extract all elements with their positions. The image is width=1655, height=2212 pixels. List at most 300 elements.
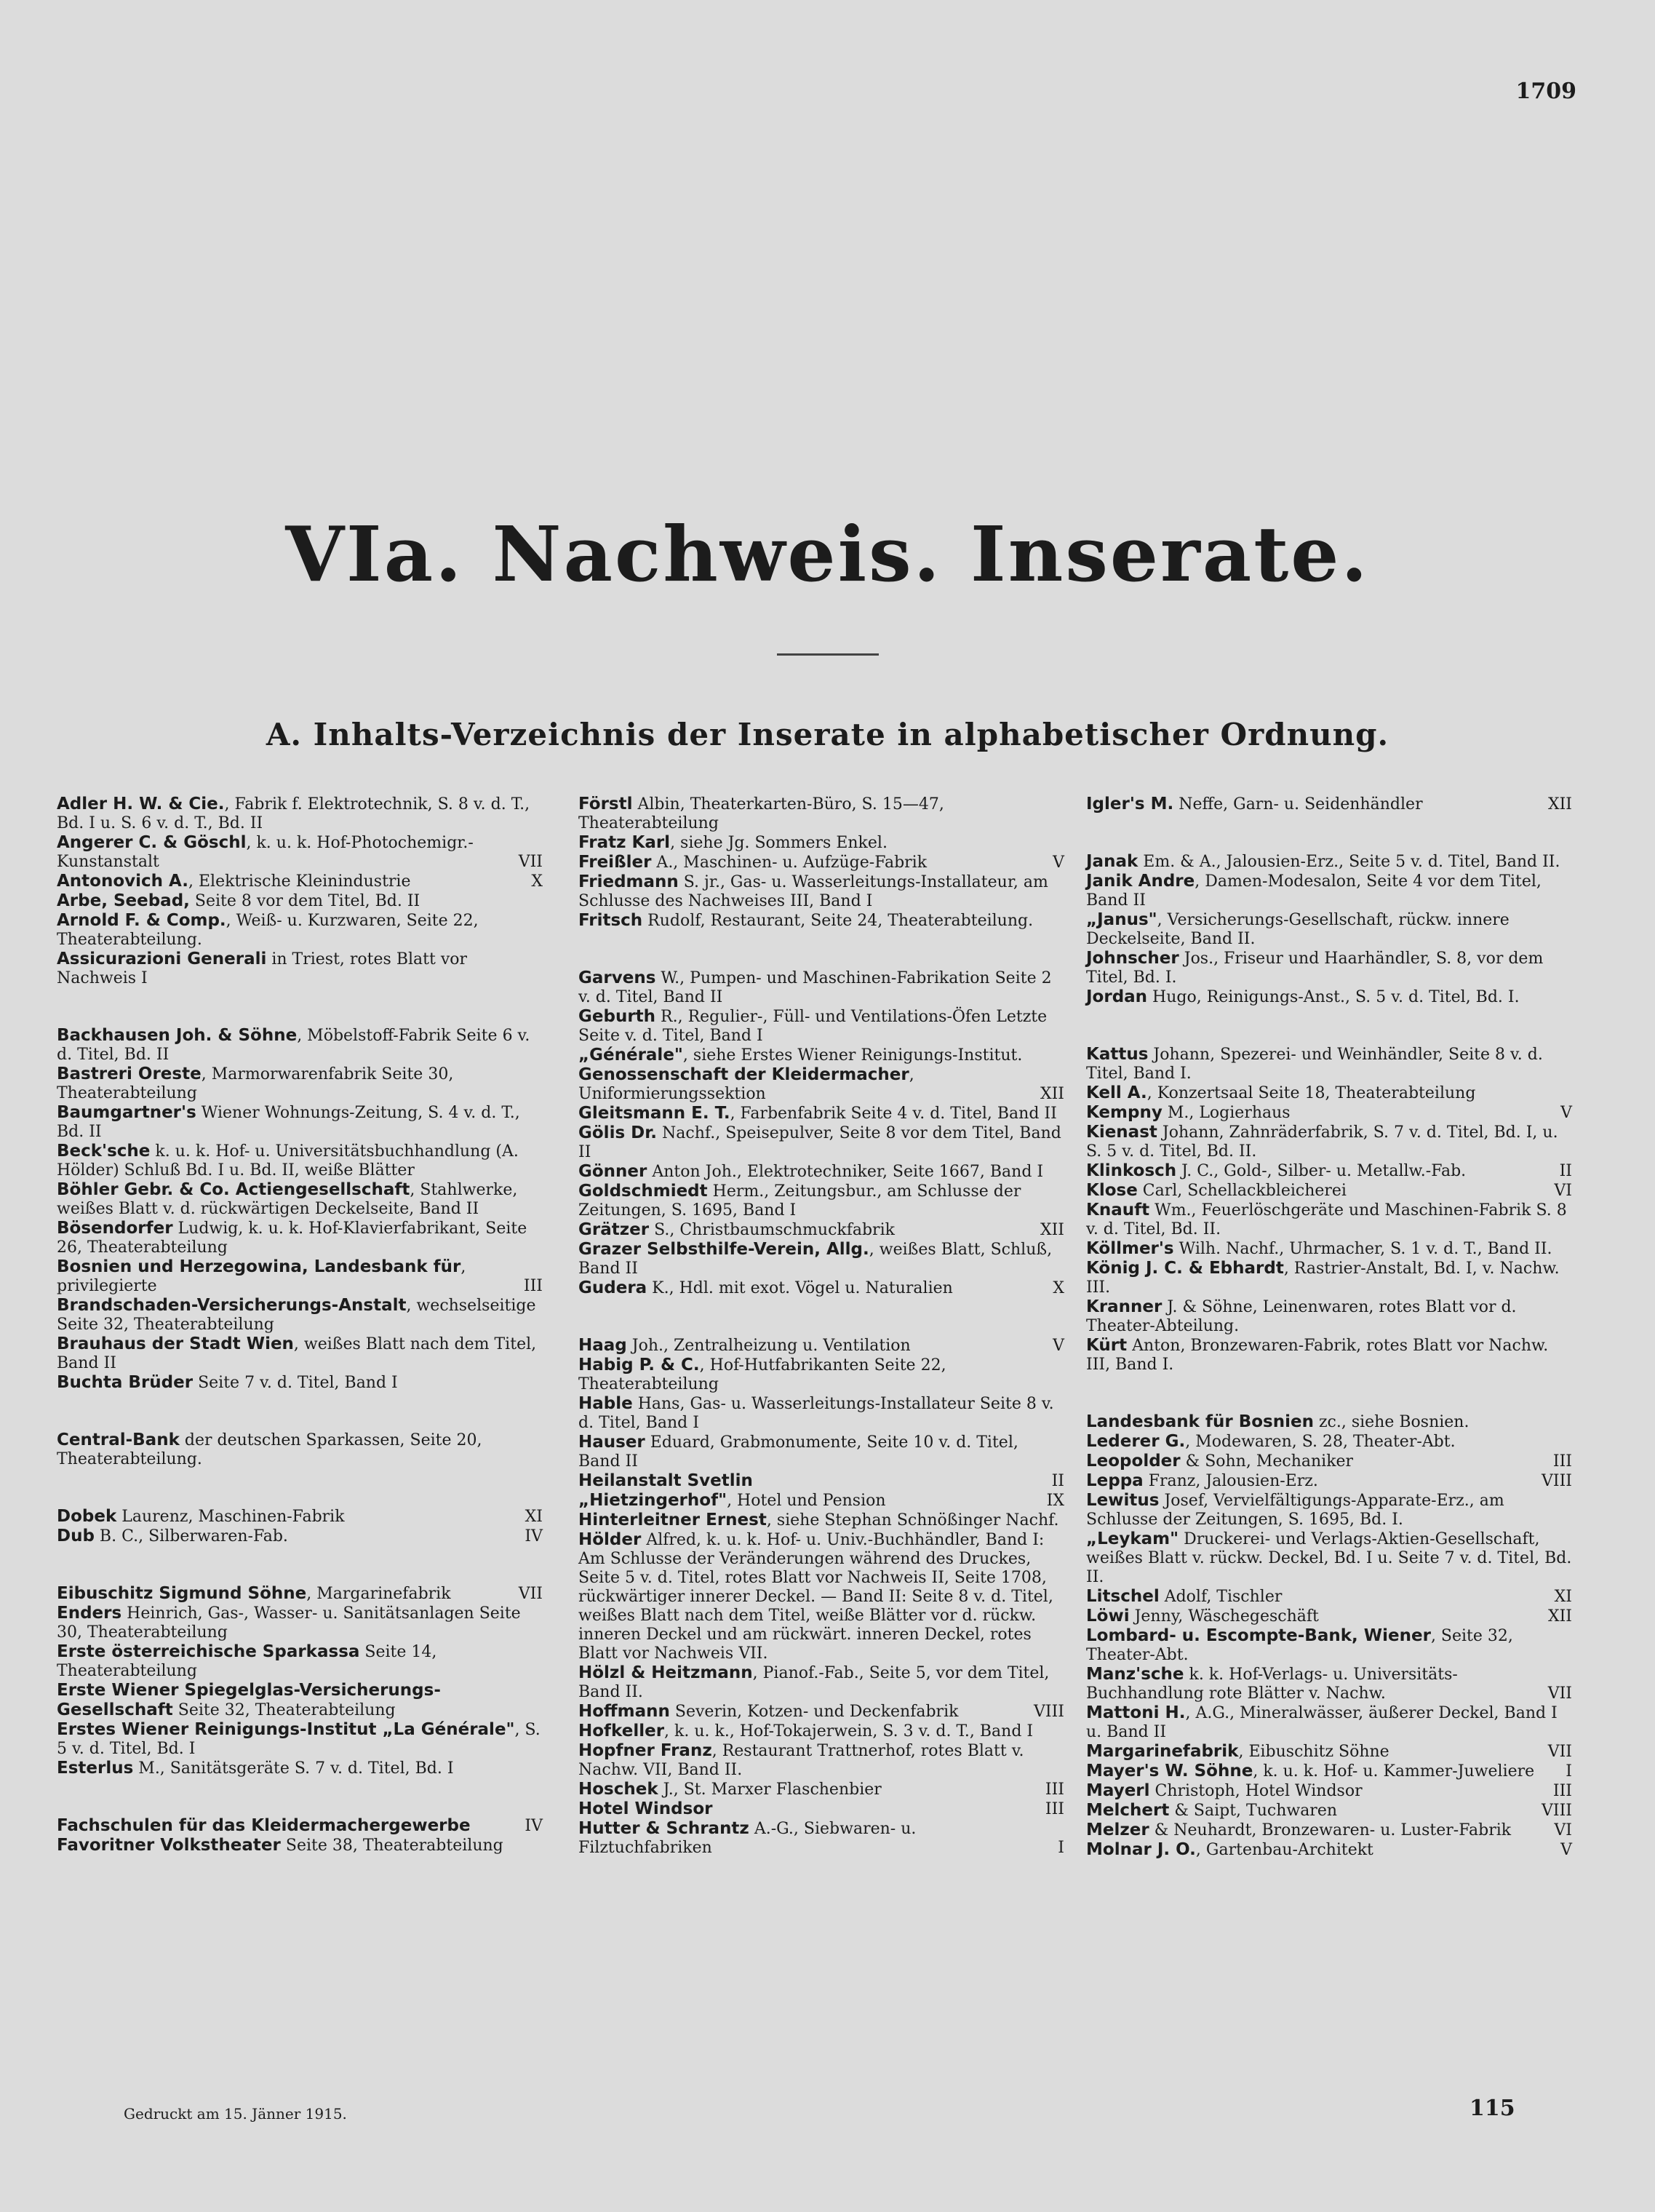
entry-text: Johann, Spezerei- und Weinhändler, Seite 8 v. d. Titel, Band I. [1086, 1046, 1543, 1083]
entry-volume: XII [1040, 1221, 1064, 1239]
entry-name: Kell A. [1086, 1083, 1147, 1102]
entry-name: „Hietzingerhof" [578, 1491, 727, 1510]
entry-text: , Farbenfabrik Seite 4 v. d. Titel, Band II [730, 1105, 1057, 1123]
index-entry [1086, 1103, 1572, 1123]
entry-name: Erste Wiener Spiegelglas-Versicherungs-Gesellschaft [57, 1681, 441, 1719]
entry-text: in Triest, rotes Blatt vor Nachweis I [57, 950, 468, 987]
entry-name: Gölis Dr. [578, 1123, 658, 1142]
entry-volume: XII [1040, 1085, 1064, 1103]
entry-text: Wiener Wohnungs-Zeitung, S. 4 v. d. T., Bd. II [57, 1104, 520, 1141]
entry-name: Arbe, Seebad, [57, 891, 190, 910]
index-column-2 [578, 795, 1064, 1858]
entry-volume: IX [1046, 1492, 1064, 1510]
entry-name: Leopolder [1086, 1452, 1181, 1471]
entry-text: , Pianof.-Fab., Seite 5, vor dem Titel, Band II. [578, 1664, 1050, 1701]
entry-text: Seite 8 vor dem Titel, Bd. II [189, 892, 420, 910]
index-entry [57, 1836, 543, 1855]
entry-name: Mayerl [1086, 1781, 1150, 1800]
entry-text: Severin, Kotzen- und Deckenfabrik [669, 1703, 959, 1721]
entry-text: M., Sanitätsgeräte S. 7 v. d. Titel, Bd. I [133, 1759, 454, 1778]
entry-text: , siehe Stephan Schnößinger Nachf. [766, 1511, 1059, 1529]
entry-text: , weißes Blatt, Schluß, Band II [578, 1241, 1053, 1278]
index-entry [1086, 1587, 1572, 1607]
entry-name: Dobek [57, 1507, 117, 1526]
entry-text: , Eibuschitz Söhne [1238, 1743, 1389, 1761]
entry-text: , Margarinefabrik [306, 1585, 451, 1603]
entry-name: Arnold F. & Comp. [57, 911, 226, 930]
entry-text: , Gartenbau-Architekt [1195, 1841, 1373, 1859]
entry-name: Fachschulen für das Kleidermachergewerbe [57, 1816, 471, 1835]
entry-spacer [578, 1298, 1064, 1336]
entry-text: , Fabrik f. Elektrotechnik, S. 8 v. d. T., Bd. I u. S. 6 v. d. T., Bd. II [57, 795, 530, 832]
entry-text: J. & Söhne, Leinenwaren, rotes Blatt vor d. Theater-Abteilung. [1086, 1298, 1517, 1335]
entry-name: Manz'sche [1086, 1665, 1184, 1684]
entry-spacer [57, 1546, 543, 1584]
entry-text: Josef, Vervielfältigungs-Apparate-Erz., am Schlusse der Zeitungen, S. 1695, Bd. I. [1086, 1492, 1504, 1529]
entry-text: Anton Joh., Elektrotechniker, Seite 1667, Band I [647, 1163, 1044, 1181]
index-entry [57, 1219, 543, 1257]
entry-text: Anton, Bronzewaren-Fabrik, rotes Blatt vor Nachw. III, Band I. [1086, 1337, 1549, 1374]
index-entry [578, 1741, 1064, 1780]
index-entry [578, 1046, 1064, 1065]
entry-name: Melzer [1086, 1821, 1149, 1839]
index-entry [578, 1123, 1064, 1162]
index-entry [578, 1182, 1064, 1220]
index-entry [57, 795, 543, 833]
entry-name: Buchta Brüder [57, 1373, 194, 1392]
entry-text: B. C., Silberwaren-Fab. [94, 1527, 288, 1545]
entry-name: Kürt [1086, 1336, 1128, 1355]
entry-text: Albin, Theaterkarten-Büro, S. 15—47, Theaterabteilung [578, 795, 944, 832]
entry-name: Grätzer [578, 1220, 650, 1239]
entry-spacer [57, 1393, 543, 1431]
entry-name: Hopfner Franz [578, 1741, 712, 1760]
entry-spacer [1086, 1007, 1572, 1045]
entry-name: „Leykam" [1086, 1529, 1179, 1548]
entry-name: Bastreri Oreste [57, 1065, 202, 1083]
index-entry [578, 833, 1064, 853]
entry-text: , Rastrier-Anstalt, Bd. I, v. Nachw. III. [1086, 1260, 1560, 1297]
entry-name: Adler H. W. & Cie. [57, 795, 225, 813]
entry-text [471, 1817, 507, 1835]
index-entry [1086, 1412, 1572, 1432]
index-entry [578, 968, 1064, 1007]
entry-text: k. u. k. Hof- u. Universitätsbuchhandlung (A. Hölder) Schluß Bd. I u. Bd. II, weiße Blätter [57, 1142, 519, 1179]
index-entry [57, 1065, 543, 1103]
entry-text: S. jr., Gas- u. Wasserleitungs-Installateur, am Schlusse des Nachweises III, Band I [578, 873, 1048, 910]
entry-name: Kempny [1086, 1103, 1163, 1122]
entry-volume: X [1053, 1279, 1064, 1297]
index-entry [57, 1334, 543, 1373]
index-entry [1086, 1703, 1572, 1742]
entry-spacer [1086, 1374, 1572, 1412]
index-entry [57, 1373, 543, 1393]
entry-name: Central-Bank [57, 1431, 180, 1449]
entry-name: Backhausen Joh. & Söhne [57, 1026, 298, 1045]
entry-name: Hotel Windsor [578, 1799, 713, 1818]
index-entry [57, 1720, 543, 1759]
entry-volume: VIII [1542, 1472, 1572, 1490]
entry-volume: X [531, 872, 543, 891]
entry-text: , Marmorwarenfabrik Seite 30, Theaterabteilung [57, 1065, 454, 1102]
entry-text: , Uniformierungssektion [578, 1066, 914, 1103]
entry-text [712, 1800, 749, 1818]
index-entry [57, 1180, 543, 1219]
entry-name: Bosnien und Herzegowina, Landesbank für [57, 1257, 461, 1276]
entry-volume: III [523, 1277, 543, 1295]
index-entry [57, 1431, 543, 1469]
index-entry [1086, 1742, 1572, 1762]
entry-volume: III [1552, 1452, 1572, 1471]
index-entry [578, 1278, 1064, 1298]
index-entry [578, 1819, 1064, 1858]
index-entry [57, 1257, 543, 1296]
index-entry [1086, 1626, 1572, 1665]
entry-volume: IV [525, 1817, 543, 1835]
entry-name: Baumgartner's [57, 1103, 196, 1122]
index-entry [578, 1780, 1064, 1799]
entry-spacer [57, 988, 543, 1026]
entry-text: , wechselseitige Seite 32, Theaterabteilung [57, 1297, 536, 1334]
index-entry [578, 795, 1064, 833]
index-entry [1086, 1161, 1572, 1181]
index-entry [1086, 1123, 1572, 1161]
entry-volume: II [1559, 1162, 1572, 1180]
entry-text: Wm., Feuerlöschgeräte und Maschinen-Fabrik S. 8 v. d. Titel, Bd. II. [1086, 1201, 1567, 1238]
entry-text: Ludwig, k. u. k. Hof-Klavierfabrikant, Seite 26, Theaterabteilung [57, 1220, 527, 1257]
entry-name: Esterlus [57, 1759, 134, 1778]
entry-name: Knauft [1086, 1201, 1150, 1220]
entry-name: Löwi [1086, 1607, 1130, 1626]
entry-name: Landesbank für Bosnien [1086, 1412, 1314, 1431]
index-entry [57, 1507, 543, 1527]
entry-text: Nachf., Speisepulver, Seite 8 vor dem Titel, Band II [578, 1124, 1061, 1161]
index-entry [578, 1663, 1064, 1702]
index-entry [578, 1471, 1064, 1491]
entry-text: Johann, Zahnräderfabrik, S. 7 v. d. Titel, Bd. I, u. S. 5 v. d. Titel, Bd. II. [1086, 1123, 1558, 1161]
index-entry [1086, 1336, 1572, 1374]
index-entry [1086, 1821, 1572, 1840]
entry-name: Klinkosch [1086, 1161, 1177, 1180]
entry-name: Beck'sche [57, 1142, 151, 1161]
entry-volume: II [1051, 1472, 1064, 1490]
entry-name: Mattoni H. [1086, 1703, 1186, 1722]
index-entry [57, 1759, 543, 1778]
entry-name: Goldschmiedt [578, 1182, 708, 1201]
entry-text: , A.G., Mineralwässer, äußerer Deckel, Band I u. Band II [1086, 1704, 1558, 1741]
page-number: 1709 [1515, 79, 1576, 104]
entry-name: Janik Andre [1086, 872, 1195, 891]
index-entry [57, 1681, 543, 1720]
index-entry [578, 1356, 1064, 1394]
index-entry [578, 1511, 1064, 1530]
entry-name: Geburth [578, 1007, 656, 1026]
index-entry [1086, 1471, 1572, 1491]
entry-text: , privilegierte [57, 1258, 466, 1295]
index-entry [57, 1642, 543, 1681]
entry-name: Gleitsmann E. T. [578, 1104, 730, 1123]
entry-text: Hans, Gas- u. Wasserleitungs-Installateur Seite 8 v. d. Titel, Band I [578, 1395, 1054, 1432]
index-column-3 [1086, 795, 1572, 1860]
entry-name: Habig P. & C. [578, 1356, 700, 1374]
index-entry [578, 1433, 1064, 1471]
entry-name: Förstl [578, 795, 633, 813]
entry-name: Enders [57, 1604, 122, 1623]
title-rule [777, 653, 879, 656]
entry-text: , siehe Jg. Sommers Enkel. [670, 834, 888, 852]
entry-name: Freißler [578, 853, 652, 872]
entry-text: W., Pumpen- und Maschinen-Fabrikation Seite 2 v. d. Titel, Band II [578, 969, 1052, 1006]
entry-volume: VIII [1034, 1703, 1064, 1721]
entry-volume: V [1053, 1337, 1064, 1355]
index-entry [1086, 910, 1572, 949]
entry-text: , Hotel und Pension [727, 1492, 886, 1510]
index-entry [1086, 1607, 1572, 1626]
index-entry [1086, 1840, 1572, 1860]
index-column-1 [57, 795, 543, 1855]
entry-name: Mayer's W. Söhne [1086, 1762, 1253, 1781]
entry-spacer [57, 1778, 543, 1816]
entry-volume: VI [1554, 1182, 1572, 1200]
index-entry [1086, 1045, 1572, 1083]
entry-name: Molnar J. O. [1086, 1840, 1196, 1859]
entry-name: Angerer C. & Göschl [57, 833, 247, 852]
entry-text: , Elektrische Kleinindustrie [188, 872, 411, 891]
index-entry [578, 1240, 1064, 1278]
entry-text: A., Maschinen- u. Aufzüge-Fabrik [651, 854, 928, 872]
entry-volume: VII [518, 853, 543, 871]
entry-name: Köllmer's [1086, 1239, 1174, 1258]
entry-volume: I [1566, 1762, 1572, 1781]
index-entry [1086, 1432, 1572, 1452]
index-entry [578, 911, 1064, 931]
entry-volume: I [1058, 1839, 1064, 1857]
index-entry [578, 1220, 1064, 1240]
entry-volume: V [1560, 1841, 1572, 1859]
entry-text: , Stahlwerke, weißes Blatt v. d. rückwärtigen Deckelseite, Band II [57, 1181, 518, 1218]
entry-text: , Möbelstoff-Fabrik Seite 6 v. d. Titel, Bd. II [57, 1027, 530, 1064]
entry-name: Antonovich A. [57, 872, 189, 891]
entry-text: , Damen-Modesalon, Seite 4 vor dem Titel, Band II [1086, 872, 1542, 910]
entry-text: J. C., Gold-, Silber- u. Metallw.-Fab. [1176, 1162, 1467, 1180]
entry-name: Hable [578, 1394, 633, 1413]
index-entry [1086, 795, 1572, 814]
entry-text: S., Christbaumschmuckfabrik [649, 1221, 895, 1239]
index-entry [578, 1007, 1064, 1046]
entry-volume: XII [1547, 795, 1572, 813]
entry-text: , k. u. k. Hof- u. Kammer-Juweliere [1253, 1762, 1535, 1781]
entry-text: Herm., Zeitungsbur., am Schlusse der Zeitungen, S. 1695, Band I [578, 1182, 1021, 1220]
entry-name: Kienast [1086, 1123, 1157, 1142]
entry-volume: V [1053, 854, 1064, 872]
entry-volume: VII [1547, 1684, 1572, 1703]
entry-volume: XII [1547, 1607, 1572, 1626]
index-entry [1086, 1181, 1572, 1201]
index-entry [1086, 1529, 1572, 1587]
entry-text: K., Hdl. mit exot. Vögel u. Naturalien [647, 1279, 953, 1297]
entry-name: Favoritner Volkstheater [57, 1836, 281, 1855]
index-entry [57, 1816, 543, 1836]
entry-text: zc., siehe Bosnien. [1313, 1413, 1469, 1431]
entry-name: Margarinefabrik [1086, 1742, 1239, 1761]
entry-text: k. k. Hof-Verlags- u. Universitäts-Buchhandlung rote Blätter v. Nachw. [1086, 1666, 1458, 1703]
entry-text: & Neuhardt, Bronzewaren- u. Luster-Fabrik [1149, 1821, 1512, 1839]
entry-text: Joh., Zentralheizung u. Ventilation [626, 1337, 911, 1355]
index-entry [57, 1604, 543, 1642]
entry-name: Garvens [578, 968, 656, 987]
entry-name: Hoschek [578, 1780, 658, 1799]
entry-text: Em. & A., Jalousien-Erz., Seite 5 v. d. Titel, Band II. [1138, 853, 1560, 871]
entry-spacer [57, 1469, 543, 1507]
entry-text: , k. u. k. Hof-Photochemigr.-Kunstanstalt [57, 834, 474, 871]
index-entry [57, 950, 543, 988]
index-entry [578, 1065, 1064, 1104]
entry-name: Bösendorfer [57, 1219, 173, 1238]
index-entry [1086, 1801, 1572, 1821]
entry-text [753, 1472, 789, 1490]
entry-text: der deutschen Sparkassen, Seite 20, Theaterabteilung. [57, 1431, 482, 1468]
entry-name: Heilanstalt Svetlin [578, 1471, 753, 1490]
entry-name: Kattus [1086, 1045, 1149, 1064]
entry-text: , Konzertsaal Seite 18, Theaterabteilung [1146, 1084, 1476, 1102]
entry-name: Lederer G. [1086, 1432, 1186, 1451]
entry-name: „Générale" [578, 1046, 683, 1065]
entry-name: Leppa [1086, 1471, 1144, 1490]
entry-text: , weißes Blatt nach dem Titel, Band II [57, 1335, 537, 1372]
index-entry [57, 911, 543, 950]
index-entry [578, 1336, 1064, 1356]
entry-volume: V [1560, 1104, 1572, 1122]
entry-spacer [578, 931, 1064, 968]
entry-name: Lewitus [1086, 1491, 1160, 1510]
entry-text: , Modewaren, S. 28, Theater-Abt. [1185, 1433, 1456, 1451]
index-entry [578, 1104, 1064, 1123]
printed-date: Gedruckt am 15. Jänner 1915. [124, 2105, 347, 2123]
section-subtitle: A. Inhalts-Verzeichnis der Inserate in alphabetischer Ordnung. [266, 717, 1389, 752]
index-entry [1086, 1491, 1572, 1529]
entry-name: Genossenschaft der Kleidermacher [578, 1065, 909, 1084]
entry-name: König J. C. & Ebhardt [1086, 1259, 1284, 1278]
index-entry [1086, 1239, 1572, 1259]
page-title: VIa. Nachweis. Inserate. [285, 509, 1370, 599]
entry-name: Gudera [578, 1278, 647, 1297]
index-entry [578, 1491, 1064, 1511]
entry-name: Erste österreichische Sparkassa [57, 1642, 360, 1661]
index-entry [57, 833, 543, 872]
entry-name: Lombard- u. Escompte-Bank, Wiener [1086, 1626, 1431, 1645]
index-entry [1086, 1665, 1572, 1703]
entry-text: R., Regulier-, Füll- und Ventilations-Öfen Letzte Seite v. d. Titel, Band I [578, 1008, 1048, 1045]
entry-name: Fritsch [578, 911, 643, 930]
entry-text: Alfred, k. u. k. Hof- u. Univ.-Buchhändler, Band I: Am Schlusse der Veränderungen während des Druckes, Seite 5 v. d. Titel, rotes Blatt vor Nachweis II, Seite 1708, rückwärtiger innerer Deckel. — Band II: Seite 8 v. d. Titel, weißes Blatt nach dem Titel, weiße Blätter vor d. rückw. inneren Deckel und am rückwärt. inneren Deckel, rotes Blatt vor Nachweis VII. [578, 1531, 1053, 1663]
entry-volume: VI [1554, 1821, 1572, 1839]
entry-name: Haag [578, 1336, 627, 1355]
index-entry [578, 1799, 1064, 1819]
entry-text: , siehe Erstes Wiener Reinigungs-Institut. [682, 1046, 1023, 1065]
index-entry [1086, 1083, 1572, 1103]
entry-volume: VII [518, 1585, 543, 1603]
entry-name: Hofkeller [578, 1722, 665, 1740]
index-entry [1086, 1762, 1572, 1781]
entry-name: Hauser [578, 1433, 645, 1452]
entry-text: , Versicherungs-Gesellschaft, rückw. innere Deckelseite, Band II. [1086, 911, 1510, 948]
index-entry [578, 872, 1064, 911]
entry-text: Druckerei- und Verlags-Aktien-Gesellschaft, weißes Blatt v. rückw. Deckel, Bd. I u. Seite 7 v. d. Titel, Bd. II. [1086, 1530, 1572, 1586]
entry-text: & Saipt, Tuchwaren [1169, 1802, 1338, 1820]
entry-text: Wilh. Nachf., Uhrmacher, S. 1 v. d. T., Band II. [1173, 1240, 1552, 1258]
index-entry [1086, 1297, 1572, 1336]
entry-name: Johnscher [1086, 949, 1179, 968]
entry-text: Seite 14, Theaterabteilung [57, 1643, 437, 1680]
index-entry [578, 1394, 1064, 1433]
entry-name: Hölzl & Heitzmann [578, 1663, 753, 1682]
entry-name: Janak [1086, 852, 1138, 871]
entry-text: M., Logierhaus [1162, 1104, 1291, 1122]
entry-text: , Seite 32, Theater-Abt. [1086, 1627, 1513, 1664]
index-entry [57, 1296, 543, 1334]
index-entry [578, 1162, 1064, 1182]
index-entry [57, 1584, 543, 1604]
entry-text: , Weiß- u. Kurzwaren, Seite 22, Theaterabteilung. [57, 912, 479, 949]
entry-text: Jenny, Wäschegeschäft [1129, 1607, 1319, 1626]
entry-volume: III [1552, 1782, 1572, 1800]
entry-text: Seite 32, Theaterabteilung [172, 1701, 396, 1719]
entry-volume: IV [525, 1527, 543, 1545]
entry-text: Adolf, Tischler [1159, 1588, 1283, 1606]
entry-text: Laurenz, Maschinen-Fabrik [116, 1508, 345, 1526]
index-entry [1086, 949, 1572, 987]
index-entry [57, 872, 543, 891]
entry-text: , Restaurant Trattnerhof, rotes Blatt v. Nachw. VII, Band II. [578, 1742, 1024, 1779]
entry-text: Neffe, Garn- u. Seidenhändler [1173, 795, 1423, 813]
entry-volume: XI [525, 1508, 543, 1526]
entry-name: „Janus" [1086, 910, 1157, 929]
entry-text: Seite 7 v. d. Titel, Band I [193, 1374, 398, 1392]
entry-text: , Hof-Hutfabrikanten Seite 22, Theaterabteilung [578, 1356, 946, 1393]
entry-name: Hoffmann [578, 1702, 670, 1721]
entry-name: Brauhaus der Stadt Wien [57, 1334, 294, 1353]
entry-name: Dub [57, 1527, 95, 1545]
entry-volume: VII [1547, 1743, 1572, 1761]
index-entry [1086, 1259, 1572, 1297]
entry-name: Hinterleitner Ernest [578, 1511, 767, 1529]
entry-text: Seite 38, Theaterabteilung [280, 1837, 503, 1855]
entry-text: Eduard, Grabmonumente, Seite 10 v. d. Titel, Band II [578, 1433, 1018, 1471]
entry-volume: III [1045, 1781, 1064, 1799]
entry-text: J., St. Marxer Flaschenbier [658, 1781, 882, 1799]
index-entry [57, 1026, 543, 1065]
entry-text: Christoph, Hotel Windsor [1149, 1782, 1363, 1800]
index-entry [1086, 987, 1572, 1007]
entry-text: , S. 5 v. d. Titel, Bd. I [57, 1721, 541, 1758]
index-entry [1086, 1781, 1572, 1801]
entry-name: Brandschaden-Versicherungs-Anstalt [57, 1296, 407, 1315]
entry-text: A.-G., Siebwaren- u. Filztuchfabriken [578, 1820, 917, 1857]
entry-text: & Sohn, Mechaniker [1180, 1452, 1354, 1471]
entry-text: , k. u. k., Hof-Tokajerwein, S. 3 v. d. T., Band I [664, 1722, 1034, 1740]
entry-name: Fratz Karl [578, 833, 671, 852]
index-entry [1086, 872, 1572, 910]
entry-volume: VIII [1542, 1802, 1572, 1820]
entry-name: Assicurazioni Generali [57, 950, 267, 968]
entry-text: Carl, Schellackbleicherei [1137, 1182, 1347, 1200]
index-entry [57, 1527, 543, 1546]
entry-volume: XI [1554, 1588, 1572, 1606]
entry-name: Melchert [1086, 1801, 1170, 1820]
entry-name: Böhler Gebr. & Co. Actiengesellschaft [57, 1180, 410, 1199]
entry-name: Jordan [1086, 987, 1148, 1006]
entry-text: Hugo, Reinigungs-Anst., S. 5 v. d. Titel, Bd. I. [1147, 988, 1520, 1006]
